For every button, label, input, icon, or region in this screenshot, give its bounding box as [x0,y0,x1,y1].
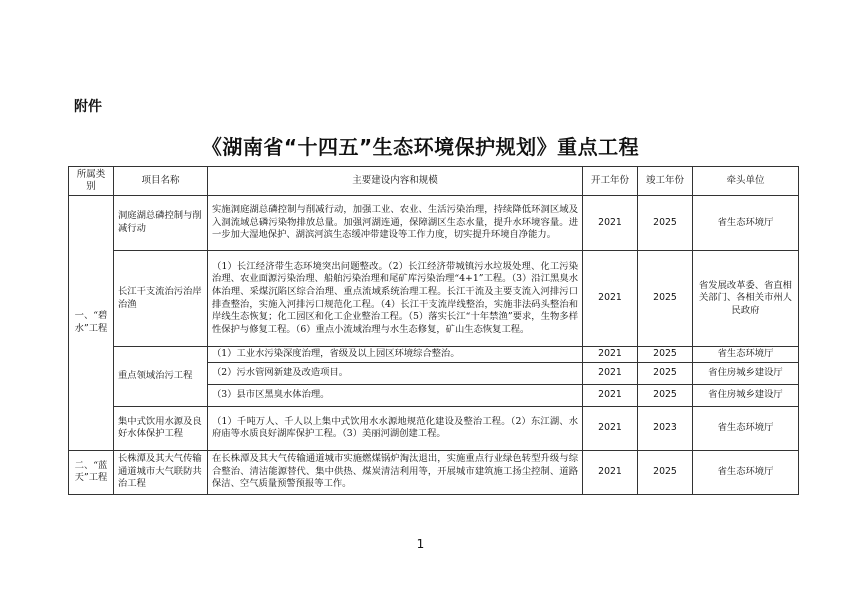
lead-unit-cell: 省住房城乡建设厅 [693,384,799,406]
lead-unit-cell: 省生态环境厅 [693,450,799,494]
end-year-cell: 2025 [638,251,693,347]
content-cell: 在长株潭及其大气传输通道城市实施燃煤锅炉淘汰退出，实施重点行业绿色转型升级与综合整治、清洁能源替代、集中供热、煤炭清洁利用等，开展城市建筑施工扬尘控制、道路保洁、空气质量预警预报等工作。 [208,450,583,494]
project-cell: 长江干支流治污治岸治渔 [114,251,208,347]
content-cell: （1）千吨万人、千人以上集中式饮用水水源地规范化建设及整治工程。（2）东江湖、水府庙等水质良好湖库保护工程。（3）美丽河湖创建工程。 [208,406,583,450]
lead-unit-cell: 省住房城乡建设厅 [693,362,799,384]
project-cell: 集中式饮用水源及良好水体保护工程 [114,406,208,450]
content-cell: （1）长江经济带生态环境突出问题整改。（2）长江经济带城镇污水垃圾处理、化工污染治理、农业面源污染治理、船舶污染治理和尾矿库污染治理“4+1”工程。（3）沿江黑臭水体治理、采煤沉陷区综合治理、重点流域系统治理工程。长江干流及主要支流入河排污口排查整治，实施入河排污口规范化工程。（4）长江干支流岸线整治，实施非法码头整治和岸线生态恢复；化工园区和化工企业整治工程。（5）落实长江“十年禁渔”要求，生物多样性保护与修复工程。（6）重点小流域治理与水生态修复，矿山生态恢复工程。 [208,251,583,347]
lead-unit-cell: 省生态环境厅 [693,347,799,363]
start-year-cell: 2021 [583,347,638,363]
key-projects-table [68,166,799,495]
lead-unit-cell: 省生态环境厅 [693,196,799,251]
header-category: 所属类别 [69,167,114,196]
start-year-cell: 2021 [583,362,638,384]
table-row [69,450,799,494]
end-year-cell: 2025 [638,196,693,251]
table-row [69,347,799,363]
start-year-cell: 2021 [583,196,638,251]
document-title: 《湖南省“十四五”生态环境保护规划》重点工程 [201,135,640,159]
end-year-cell: 2025 [638,450,693,494]
page-number: 1 [416,537,425,551]
header-lead-unit: 牵头单位 [693,167,799,196]
project-cell: 重点领域治污工程 [114,347,208,407]
category-cell: 二、“蓝天”工程 [69,450,114,494]
table-row [69,196,799,251]
start-year-cell: 2021 [583,251,638,347]
content-cell: （1）工业水污染深度治理，省级及以上园区环境综合整治。 [208,347,583,363]
lead-unit-cell: 省发展改革委、省直相关部门、各相关市州人民政府 [693,251,799,347]
end-year-cell: 2025 [638,384,693,406]
end-year-cell: 2025 [638,362,693,384]
content-cell: （3）县市区黑臭水体治理。 [208,384,583,406]
header-start-year: 开工年份 [583,167,638,196]
category-cell: 一、“碧水”工程 [69,196,114,451]
header-end-year: 竣工年份 [638,167,693,196]
start-year-cell: 2021 [583,384,638,406]
project-cell: 洞庭湖总磷控制与削减行动 [114,196,208,251]
project-cell: 长株潭及其大气传输通道城市大气联防共治工程 [114,450,208,494]
header-project: 项目名称 [114,167,208,196]
content-cell: 实施洞庭湖总磷控制与削减行动，加强工业、农业、生活污染治理，持续降低环洞区域及入洞流域总磷污染物排放总量。加强河湖连通，保障湖区生态水量，提升水环境容量。进一步加大湿地保护、湖滨河滨生态缓冲带建设等工作力度，切实提升环境自净能力。 [208,196,583,251]
annex-label: 附件 [74,99,102,115]
start-year-cell: 2021 [583,450,638,494]
end-year-cell: 2025 [638,347,693,363]
table-row [69,251,799,347]
table-row [69,406,799,450]
end-year-cell: 2023 [638,406,693,450]
start-year-cell: 2021 [583,406,638,450]
table-header-row [69,167,799,196]
header-content: 主要建设内容和规模 [208,167,583,196]
lead-unit-cell: 省生态环境厅 [693,406,799,450]
content-cell: （2）污水管网新建及改造项目。 [208,362,583,384]
